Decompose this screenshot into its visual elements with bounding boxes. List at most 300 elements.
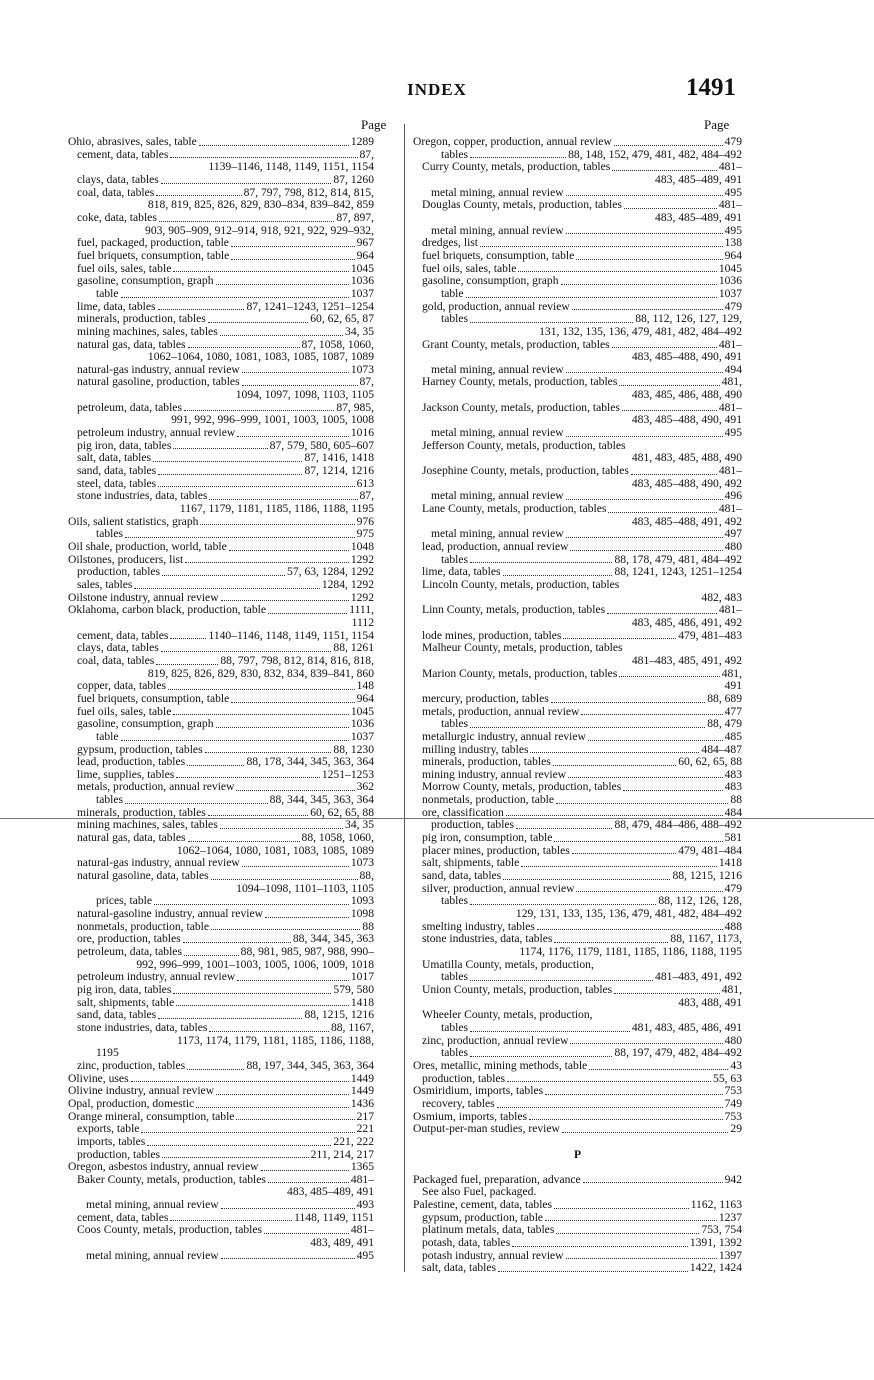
index-entry — [68, 427, 374, 440]
index-entry — [68, 579, 374, 592]
index-entry-continuation: 482, 483 — [701, 591, 742, 604]
entry-term: dredges, list — [422, 237, 479, 250]
entry-term: table — [96, 730, 119, 743]
entry-term: mining machines, sales, tables — [77, 819, 218, 832]
entry-pages: 1422, 1424 — [689, 1262, 742, 1275]
entry-term: Baker County, metals, production, tables — [77, 1173, 266, 1186]
index-entry — [413, 364, 742, 377]
dot-leader — [221, 1199, 355, 1209]
entry-pages: 138 — [724, 237, 742, 250]
index-entry — [68, 516, 374, 529]
dot-leader — [185, 554, 349, 564]
index-entry — [68, 680, 374, 693]
entry-pages: 88, 1241, 1243, 1251–1254 — [614, 566, 742, 579]
dot-leader — [141, 1123, 354, 1133]
dot-leader — [173, 706, 348, 716]
index-entry — [68, 187, 374, 200]
entry-pages: 479 — [724, 300, 742, 313]
entry-term: coke, data, tables — [77, 211, 157, 224]
entry-term: zinc, production, annual review — [422, 1034, 569, 1047]
dot-leader — [121, 731, 349, 741]
entry-term: metal mining, annual review — [431, 427, 564, 440]
dot-leader — [159, 212, 334, 222]
index-entry — [68, 1161, 374, 1174]
entry-term: lime, data, tables — [422, 566, 501, 579]
dot-leader — [153, 452, 302, 462]
dot-leader — [537, 921, 723, 931]
index-entry — [413, 1224, 742, 1237]
dot-leader — [184, 946, 239, 956]
index-entry-continuation: 1174, 1176, 1179, 1181, 1185, 1186, 1188, 1195 — [519, 946, 742, 958]
entry-pages: 88, 479, 484–486, 488–492 — [614, 819, 742, 832]
dot-leader — [516, 819, 612, 829]
entry-term: prices, table — [96, 895, 153, 908]
index-entry-continuation: 483, 485–488, 491, 492 — [631, 515, 742, 528]
dot-leader — [545, 1212, 717, 1222]
index-entry — [413, 187, 742, 200]
entry-pages: 481– — [718, 503, 742, 516]
dot-leader — [568, 769, 722, 779]
dot-leader — [570, 541, 722, 551]
entry-term: mining industry, annual review — [422, 768, 567, 781]
entry-pages: 753, 754 — [701, 1224, 742, 1237]
index-entry — [68, 566, 374, 579]
index-entry — [413, 503, 742, 516]
index-entry — [413, 1212, 742, 1225]
entry-pages: 88, 344, 345, 363 — [292, 933, 374, 946]
entry-term: Lincoln County, metals, production, tables — [422, 578, 620, 591]
entry-pages: 60, 62, 65, 88 — [678, 756, 742, 769]
entry-term: mining machines, sales, tables — [77, 325, 218, 338]
index-entry — [68, 870, 374, 883]
entry-pages: 55, 63 — [713, 1072, 742, 1085]
entry-term: production, tables — [77, 566, 161, 579]
entry-term: lead, production, annual review — [422, 541, 569, 553]
entry-term: metal mining, annual review — [431, 186, 564, 199]
entry-pages: 87, 1214, 1216 — [304, 465, 374, 478]
entry-pages: 43 — [730, 1059, 742, 1072]
entry-term: Output-per-man studies, review — [413, 1123, 560, 1136]
index-entry — [68, 1098, 374, 1111]
dot-leader — [576, 250, 722, 260]
entry-term: sand, data, tables — [422, 870, 502, 883]
entry-term: Oregon, copper, production, annual review — [413, 136, 612, 148]
entry-term: coal, data, tables — [77, 654, 155, 667]
entry-pages: 479 — [724, 882, 742, 895]
index-entry — [413, 883, 742, 896]
entry-term: tables — [441, 148, 469, 161]
entry-pages: 1037 — [718, 287, 742, 300]
entry-pages: 88, 112, 126, 127, 129, — [635, 313, 742, 326]
index-entry — [68, 1149, 374, 1162]
entry-term: Coos County, metals, production, tables — [77, 1224, 263, 1237]
dot-leader — [158, 301, 245, 311]
dot-leader — [173, 984, 331, 994]
dot-leader — [216, 1085, 349, 1095]
entry-term: minerals, production, tables — [77, 313, 206, 326]
entry-term: Olivine, uses — [68, 1072, 129, 1085]
entry-pages: 484 — [724, 806, 742, 819]
entry-term: Olivine industry, annual review — [68, 1085, 215, 1098]
page-header-title: INDEX — [407, 80, 467, 99]
dot-leader — [231, 693, 354, 703]
index-entry-continuation: 1094, 1097, 1098, 1103, 1105 — [235, 389, 374, 402]
index-entry — [68, 731, 374, 744]
entry-pages: 87, — [359, 376, 374, 389]
entry-term: minerals, production, tables — [77, 806, 206, 819]
entry-pages: 88, 1167, — [330, 1021, 374, 1034]
entry-pages: 480 — [724, 541, 742, 553]
entry-pages: 362 — [356, 781, 374, 794]
entry-pages: 87, — [359, 490, 374, 503]
entry-term: Harney County, metals, production, tables — [422, 376, 618, 389]
entry-term: salt, shipments, table — [77, 996, 175, 1009]
index-entry — [68, 642, 374, 655]
entry-term: Jackson County, metals, production, tables — [422, 401, 620, 414]
dot-leader — [221, 592, 349, 602]
dot-leader — [497, 1098, 723, 1108]
entry-term: Opal, production, domestic — [68, 1097, 195, 1110]
entry-pages: 481– — [718, 604, 742, 617]
entry-pages: 88 — [730, 794, 742, 807]
index-entry — [68, 490, 374, 503]
index-entry — [68, 288, 374, 301]
dot-leader — [187, 1060, 244, 1070]
dot-leader — [176, 997, 349, 1007]
index-entry — [413, 161, 742, 174]
entry-pages: 481, 483, 485, 486, 491 — [631, 1021, 742, 1034]
entry-pages: 481– — [350, 1173, 374, 1186]
index-entry-continuation: 1167, 1179, 1181, 1185, 1186, 1188, 1195 — [179, 503, 374, 516]
entry-term: natural gasoline, data, tables — [77, 870, 209, 883]
entry-pages: 964 — [356, 692, 374, 705]
dot-leader — [566, 490, 723, 500]
dot-leader — [261, 1161, 349, 1171]
dot-leader — [512, 1237, 688, 1247]
dot-leader — [614, 984, 720, 994]
index-entry-continuation: 903, 905–909, 912–914, 918, 921, 922, 929–932, — [145, 224, 374, 237]
entry-term: cement, data, tables — [77, 629, 169, 642]
entry-term: tables — [441, 718, 469, 731]
entry-pages: 1073 — [350, 363, 374, 376]
index-entry-continuation: 483, 485–488, 490, 491 — [631, 414, 742, 427]
dot-leader — [161, 174, 332, 184]
entry-pages: 479, 481–483 — [678, 629, 742, 642]
dot-leader — [162, 566, 285, 576]
entry-pages: 485 — [724, 730, 742, 743]
index-entry — [68, 326, 374, 339]
entry-term: sand, data, tables — [77, 465, 157, 478]
index-entry — [413, 1047, 742, 1060]
index-entry — [413, 668, 742, 681]
index-entry — [68, 895, 374, 908]
dot-leader — [161, 642, 332, 652]
entry-pages: 1449 — [350, 1072, 374, 1085]
entry-term: natural gasoline, production, tables — [77, 376, 240, 389]
entry-term: placer mines, production, tables — [422, 844, 570, 857]
entry-pages: 481– — [718, 199, 742, 212]
index-entry — [68, 339, 374, 352]
entry-term: gold, production, annual review — [422, 300, 570, 313]
dot-leader — [470, 895, 656, 905]
index-entry — [68, 313, 374, 326]
dot-leader — [265, 908, 349, 918]
entry-term: petroleum industry, annual review — [77, 427, 236, 440]
index-entry — [413, 1123, 742, 1136]
entry-term: stone industries, data, tables — [77, 490, 208, 503]
entry-pages: 477 — [724, 705, 742, 718]
dot-leader — [156, 187, 241, 197]
entry-pages: 1418 — [350, 996, 374, 1009]
index-entry — [413, 275, 742, 288]
dot-leader — [470, 1047, 612, 1057]
index-entry — [413, 339, 742, 352]
index-entry — [413, 528, 742, 541]
dot-leader — [229, 541, 349, 551]
entry-term: gypsum, production, table — [422, 1211, 544, 1224]
index-entry — [413, 933, 742, 946]
dot-leader — [566, 1250, 717, 1260]
index-entry — [68, 630, 374, 643]
dot-leader — [566, 528, 723, 538]
entry-term: tables — [441, 553, 469, 566]
dot-leader — [211, 921, 360, 931]
entry-term: Orange mineral, consumption, table — [68, 1110, 235, 1123]
dot-leader — [158, 1009, 302, 1019]
entry-term: Osmium, imports, tables — [413, 1110, 528, 1123]
index-entry — [413, 781, 742, 794]
entry-pages: 479 — [724, 136, 742, 148]
entry-term: gasoline, consumption, graph — [422, 275, 559, 288]
index-entry — [68, 781, 374, 794]
entry-term: fuel briquets, consumption, table — [77, 249, 230, 262]
entry-pages: 479, 481–484 — [678, 844, 742, 857]
entry-term: Palestine, cement, data, tables — [413, 1199, 553, 1212]
index-entry — [413, 440, 742, 453]
dot-leader — [622, 402, 717, 412]
entry-term: Grant County, metals, production, tables — [422, 338, 610, 351]
index-entry — [413, 604, 742, 617]
section-letter: P — [573, 1148, 582, 1161]
index-entry — [413, 427, 742, 440]
index-entry — [68, 744, 374, 757]
entry-pages: 1045 — [350, 262, 374, 275]
index-entry-continuation: 1112 — [351, 616, 374, 629]
entry-pages: 34, 35 — [345, 325, 374, 338]
entry-pages: 613 — [356, 477, 374, 490]
index-entry — [68, 1199, 374, 1212]
index-entry-continuation: 131, 132, 135, 136, 479, 481, 482, 484–492 — [539, 325, 742, 338]
entry-term: fuel, packaged, production, table — [77, 237, 229, 250]
index-entry-continuation: 483, 485–488, 490, 491 — [631, 351, 742, 364]
entry-pages: 217 — [356, 1110, 374, 1123]
dot-leader — [608, 503, 716, 513]
dot-leader — [173, 263, 348, 273]
index-entry — [68, 1250, 374, 1263]
dot-leader — [188, 339, 300, 349]
entry-term: production, tables — [77, 1148, 161, 1161]
index-entry — [68, 1022, 374, 1035]
index-entry — [68, 1136, 374, 1149]
dot-leader — [545, 1085, 723, 1095]
dot-leader — [170, 1212, 292, 1222]
entry-pages: 753 — [724, 1085, 742, 1098]
dot-leader — [211, 870, 358, 880]
index-entry — [413, 1186, 742, 1199]
dot-leader — [556, 794, 728, 804]
index-entry — [413, 706, 742, 719]
index-entry — [68, 478, 374, 491]
dot-leader — [553, 756, 676, 766]
dot-leader — [184, 402, 334, 412]
index-entry — [68, 971, 374, 984]
entry-term: tables — [441, 313, 469, 326]
entry-pages: 88, 178, 344, 345, 363, 364 — [246, 756, 374, 769]
entry-pages: 1016 — [350, 427, 374, 440]
entry-term: Oils, salient statistics, graph — [68, 515, 199, 528]
entry-term: fuel briquets, consumption, table — [77, 692, 230, 705]
entry-term: Josephine County, metals, production, tables — [422, 465, 629, 478]
dot-leader — [619, 668, 719, 678]
index-entry — [68, 1060, 374, 1073]
entry-term: natural gas, data, tables — [77, 832, 186, 845]
index-entry — [68, 655, 374, 668]
index-entry — [413, 731, 742, 744]
dot-leader — [187, 756, 244, 766]
index-entry — [413, 1073, 742, 1086]
entry-term: mercury, production, tables — [422, 692, 549, 705]
dot-leader — [131, 1073, 349, 1083]
entry-term: nonmetals, production, table — [422, 794, 555, 807]
blank-line — [413, 1161, 742, 1174]
dot-leader — [209, 490, 357, 500]
entry-term: Jefferson County, metals, production, tables — [422, 439, 626, 452]
entry-term: See also Fuel, packaged. — [422, 1186, 537, 1199]
dot-leader — [498, 1262, 688, 1272]
dot-leader — [158, 465, 302, 475]
entry-pages: 495 — [724, 186, 742, 199]
entry-pages: 1073 — [350, 857, 374, 870]
entry-pages: 1237 — [718, 1211, 742, 1224]
entry-pages: 1251–1253 — [321, 768, 374, 781]
dot-leader — [583, 1174, 723, 1184]
entry-pages: 60, 62, 65, 87 — [310, 313, 374, 326]
entry-term: clays, data, tables — [77, 173, 159, 186]
entry-term: metal mining, annual review — [431, 528, 564, 541]
index-entry — [68, 541, 374, 554]
index-entry — [413, 819, 742, 832]
index-entry — [413, 376, 742, 389]
entry-pages: 88, 197, 344, 345, 363, 364 — [246, 1059, 374, 1072]
dot-leader — [231, 250, 354, 260]
entry-term: Oil shale, production, world, table — [68, 541, 227, 553]
entry-term: tables — [441, 1047, 469, 1060]
dot-leader — [183, 933, 291, 943]
entry-pages: 483 — [724, 781, 742, 794]
entry-term: lead, production, tables — [77, 756, 186, 769]
entry-pages: 60, 62, 65, 88 — [310, 806, 374, 819]
index-entry-continuation: 1094–1098, 1101–1103, 1105 — [236, 882, 374, 895]
index-entry — [68, 136, 374, 149]
index-entry — [413, 579, 742, 592]
entry-term: Wheeler County, metals, production, — [422, 1009, 593, 1022]
index-entry — [413, 1262, 742, 1275]
entry-pages: 495 — [724, 427, 742, 440]
index-entry — [68, 1174, 374, 1187]
entry-term: tables — [441, 1021, 469, 1034]
entry-term: tables — [441, 895, 469, 908]
entry-term: Marion County, metals, production, tables — [422, 667, 618, 680]
dot-leader — [470, 1022, 630, 1032]
dot-leader — [268, 1174, 349, 1184]
dot-leader — [268, 604, 347, 614]
entry-term: lime, supplies, tables — [77, 768, 175, 781]
entry-term: production, tables — [422, 1072, 506, 1085]
dot-leader — [466, 288, 717, 298]
dot-leader — [561, 275, 717, 285]
index-entry — [68, 1085, 374, 1098]
index-entry — [68, 921, 374, 934]
entry-pages: 1391, 1392 — [689, 1237, 742, 1250]
entry-pages: 1037 — [350, 287, 374, 300]
entry-term: production, tables — [431, 819, 515, 832]
blank-line — [413, 1136, 742, 1149]
index-entry-continuation: 483, 489, 491 — [310, 1237, 374, 1250]
dot-leader — [562, 1123, 729, 1133]
index-entry — [413, 1060, 742, 1073]
dot-leader — [470, 149, 566, 159]
index-entry — [68, 440, 374, 453]
index-entry — [413, 225, 742, 238]
index-entry — [68, 465, 374, 478]
index-entry — [68, 832, 374, 845]
entry-pages: 87, 1260 — [333, 173, 374, 186]
index-entry-continuation: 1173, 1174, 1179, 1181, 1185, 1186, 1188, — [177, 1034, 374, 1047]
dot-leader — [470, 313, 633, 323]
entry-term: lode mines, production, tables — [422, 629, 562, 642]
index-entry — [68, 1224, 374, 1237]
entry-pages: 88 — [362, 920, 374, 933]
dot-leader — [480, 237, 723, 247]
index-entry-continuation: 483, 485–489, 491 — [655, 173, 742, 186]
index-entry — [68, 1123, 374, 1136]
entry-pages: 753 — [724, 1110, 742, 1123]
index-column-left — [68, 136, 374, 1262]
index-entry-continuation: 991, 992, 996–999, 1001, 1003, 1005, 1008 — [171, 414, 374, 427]
entry-term: pig iron, data, tables — [77, 439, 172, 452]
dot-leader — [237, 971, 349, 981]
index-entry — [68, 402, 374, 415]
entry-term: metal mining, annual review — [86, 1249, 219, 1262]
index-entry — [68, 376, 374, 389]
index-entry — [68, 946, 374, 959]
dot-leader — [242, 376, 358, 386]
dot-leader — [563, 630, 676, 640]
entry-term: Oilstones, producers, list — [68, 553, 184, 566]
dot-leader — [242, 364, 349, 374]
entry-term: metals, production, annual review — [422, 705, 580, 718]
index-entry — [413, 288, 742, 301]
entry-pages: 1162, 1163 — [690, 1199, 742, 1212]
entry-pages: 88, 344, 345, 363, 364 — [269, 794, 374, 807]
dot-leader — [176, 769, 320, 779]
index-entry-continuation: 818, 819, 825, 826, 829, 830–834, 839–842, 859 — [147, 199, 374, 212]
entry-term: silver, production, annual review — [422, 882, 575, 895]
dot-leader — [631, 465, 717, 475]
entry-pages: 964 — [356, 249, 374, 262]
entry-term: Malheur County, metals, production, tables — [422, 642, 623, 655]
entry-pages: 1397 — [718, 1249, 742, 1262]
